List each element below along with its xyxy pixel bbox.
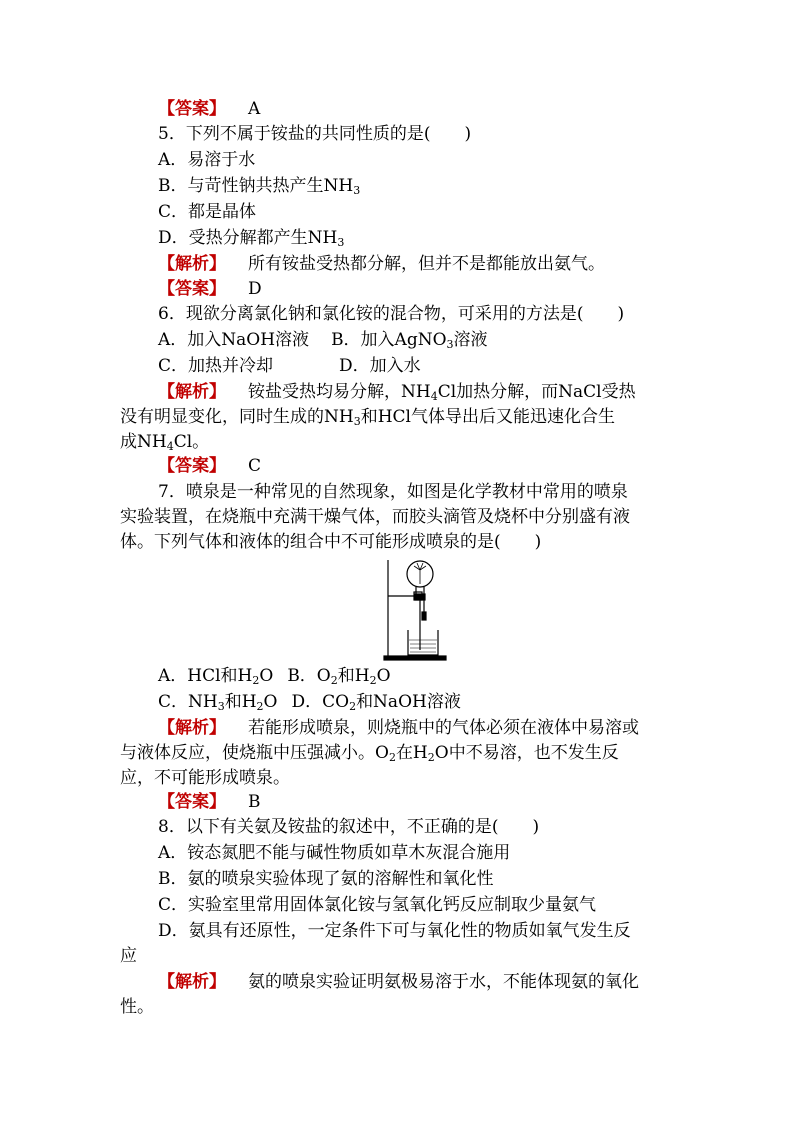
fountain-spray <box>414 563 426 584</box>
q6-option-d: D．加入水 <box>339 356 421 376</box>
q6-analysis-line2: 没有明显变化，同时生成的$NH_3$和HCl气体导出后又能迅速化合生 <box>120 407 615 428</box>
q7-answer: 【答案】 B <box>158 792 261 812</box>
answer-label: 【答案】 <box>158 279 226 299</box>
answer-label: 【答案】 <box>158 99 226 119</box>
q7-option-a: A．HCl和$H_2O$ <box>158 666 274 687</box>
q6-option-c: C．加热并冷却 <box>158 356 274 376</box>
question-6-stem: 6．现欲分离氯化钠和氯化铵的混合物，可采用的方法是( ) <box>158 304 625 324</box>
fountain-apparatus-figure <box>380 558 450 662</box>
analysis-label: 【解析】 <box>158 254 226 274</box>
q8-option-a: A．铵态氮肥不能与碱性物质如草木灰混合施用 <box>158 843 511 863</box>
q6-answer: 【答案】 C <box>158 456 262 476</box>
question-7-line2: 实验装置，在烧瓶中充满干燥气体，而胶头滴管及烧杯中分别盛有液 <box>120 507 630 527</box>
q6-options-cd <box>158 354 718 378</box>
q6-analysis-line3: 成$NH_4Cl$。 <box>120 432 210 453</box>
answer-line-q4 <box>158 97 718 121</box>
beaker <box>408 630 438 655</box>
dropper-bulb <box>422 612 426 620</box>
q6-option-b: B．加入AgNO$_3$溶液 <box>331 330 488 351</box>
q7-option-c: C．$NH_3$和$H_2O$ <box>158 692 278 713</box>
analysis-label: 【解析】 <box>158 972 226 992</box>
q8-analysis-line2: 性。 <box>120 997 154 1017</box>
q5-analysis: 【解析】 所有铵盐受热都分解，但并不是都能放出氨气。 <box>158 254 605 274</box>
q8-option-d-line2: 应 <box>120 946 137 966</box>
q6-option-a: A．加入NaOH溶液 <box>158 330 310 350</box>
q5-option-a: A．易溶于水 <box>158 150 256 170</box>
question-7-line3: 体。下列气体和液体的组合中不可能形成喷泉的是( ) <box>120 532 542 552</box>
q8-option-c: C．实验室里常用固体氯化铵与氢氧化钙反应制取少量氨气 <box>158 895 597 915</box>
stand-base <box>384 656 446 660</box>
q8-analysis-line1: 【解析】 氨的喷泉实验证明氨极易溶于水，不能体现氨的氧化 <box>158 972 639 992</box>
answer-label: 【答案】 <box>158 456 226 476</box>
q7-analysis-line3: 应，不可能形成喷泉。 <box>120 768 290 788</box>
q7-analysis-line2: 与液体反应，使烧瓶中压强减小。$O_2$在$H_2O$中不易溶，也不发生反 <box>120 743 619 764</box>
q6-analysis-line1: 【解析】 铵盐受热均易分解，$NH_4Cl$加热分解，而NaCl受热 <box>158 382 636 403</box>
q8-option-d-line1: D．氨具有还原性，一定条件下可与氧化性的物质如氧气发生反 <box>158 921 631 941</box>
question-8-stem: 8．以下有关氨及铵盐的叙述中，不正确的是( ) <box>158 817 540 837</box>
q8-option-b: B．氨的喷泉实验体现了氨的溶解性和氧化性 <box>158 869 494 889</box>
analysis-label: 【解析】 <box>158 718 226 738</box>
q6-options-ab <box>158 328 718 352</box>
q7-analysis-line1: 【解析】 若能形成喷泉，则烧瓶中的气体必须在液体中易溶或 <box>158 718 639 738</box>
question-7-line1: 7．喷泉是一种常见的自然现象，如图是化学教材中常用的喷泉 <box>158 482 628 502</box>
q7-options-ab <box>158 664 718 688</box>
answer-label: 【答案】 <box>158 792 226 812</box>
q5-option-b: B．与苛性钠共热产生$NH_3$ <box>158 176 361 197</box>
q5-option-c: C．都是晶体 <box>158 202 257 222</box>
answer-value: A <box>248 99 261 119</box>
q5-option-d: D．受热分解都产生$NH_3$ <box>158 228 345 249</box>
question-5-stem: 5．下列不属于铵盐的共同性质的是( ) <box>158 124 472 144</box>
q7-option-b: B．$O_2$和$H_2O$ <box>287 666 391 687</box>
q7-options-cd <box>158 690 718 714</box>
stopper <box>415 594 425 600</box>
q5-answer: 【答案】 D <box>158 279 262 299</box>
q7-option-d: D．$CO_2$和NaOH溶液 <box>291 692 461 713</box>
analysis-label: 【解析】 <box>158 382 226 402</box>
